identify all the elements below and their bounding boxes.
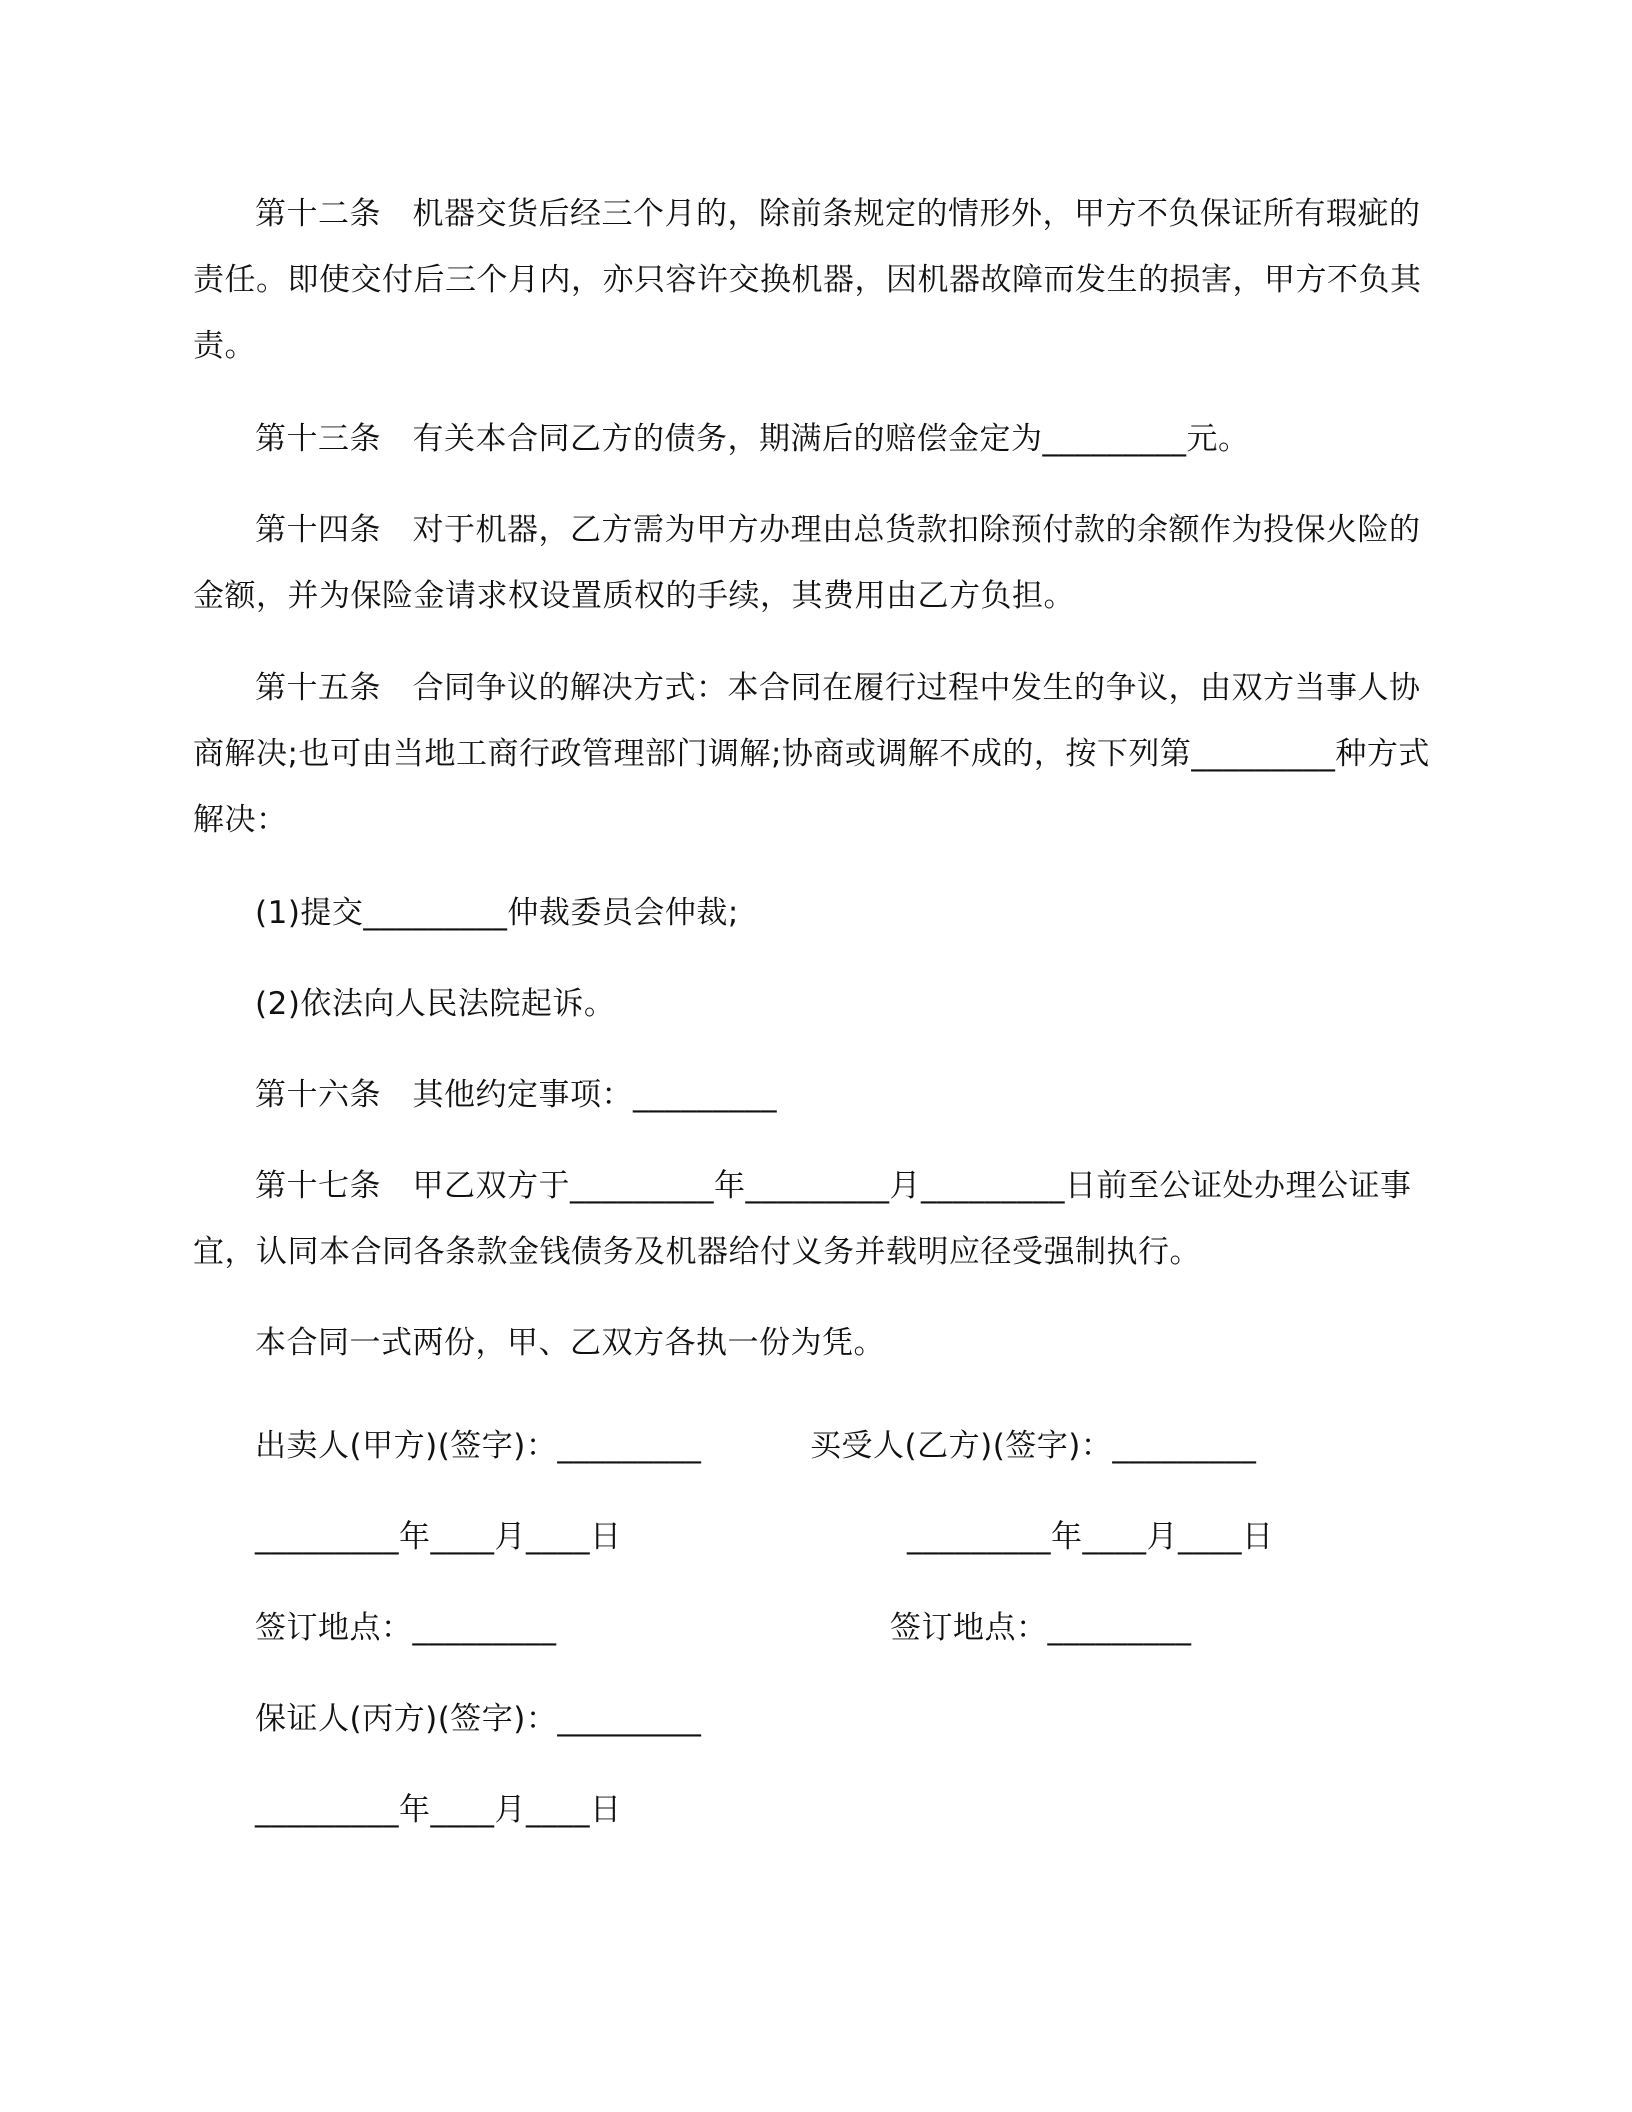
clause-16: 第十六条 其他约定事项：_________ bbox=[255, 1077, 777, 1113]
guarantor-signature: 保证人(丙方)(签字)：_________ bbox=[255, 1701, 702, 1737]
clause-14: 第十四条 对于机器，乙方需为甲方办理由总货款扣除预付款的余额作为投保火险的金额，并为保险金请求权设置质权的手续，其费用由乙方负担。 bbox=[193, 512, 1421, 614]
clause-17: 第十七条 甲乙双方于_________年_________月_________日前至公证处办理公证事宜，认同本合同各条款金钱债务及机器给付义务并载明应径受强制执行。 bbox=[193, 1168, 1412, 1270]
seller-signing-place: 签订地点：_________ bbox=[255, 1610, 557, 1646]
guarantor-date: _________年____月____日 bbox=[255, 1792, 622, 1828]
seller-date: _________年____月____日 bbox=[255, 1519, 622, 1555]
copies-statement: 本合同一式两份，甲、乙双方各执一份为凭。 bbox=[255, 1325, 885, 1361]
buyer-date: _________年____月____日 bbox=[907, 1519, 1274, 1555]
buyer-signing-place: 签订地点：_________ bbox=[890, 1610, 1192, 1646]
dispute-option-1: (1)提交_________仲裁委员会仲裁; bbox=[255, 895, 739, 931]
seller-signature: 出卖人(甲方)(签字)：_________ bbox=[255, 1428, 702, 1464]
clause-12: 第十二条 机器交货后经三个月的，除前条规定的情形外，甲方不负保证所有瑕疵的责任。即使交付后三个月内，亦只容许交换机器，因机器故障而发生的损害，甲方不负其责。 bbox=[193, 196, 1422, 364]
dispute-option-2: (2)依法向人民法院起诉。 bbox=[255, 986, 616, 1022]
buyer-signature: 买受人(乙方)(签字)：_________ bbox=[810, 1428, 1257, 1464]
clause-15: 第十五条 合同争议的解决方式：本合同在履行过程中发生的争议，由双方当事人协商解决;也可由当地工商行政管理部门调解;协商或调解不成的，按下列第_________种方式解决： bbox=[193, 670, 1430, 838]
clause-13: 第十三条 有关本合同乙方的债务，期满后的赔偿金定为_________元。 bbox=[255, 421, 1250, 457]
